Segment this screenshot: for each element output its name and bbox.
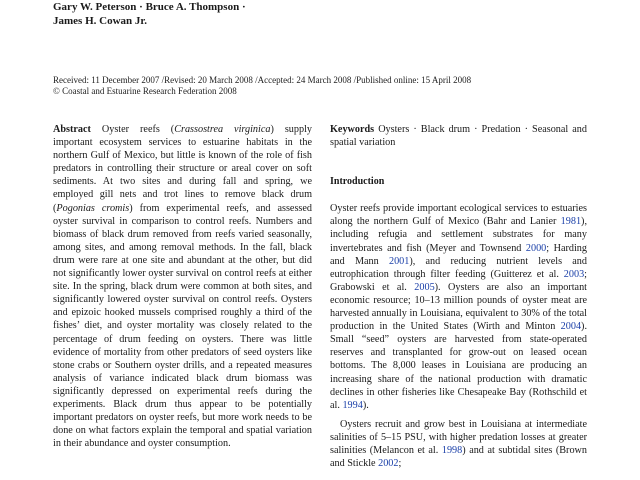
intro-text: ). Oysters are also an important economic resource; 10–13 million pounds of oyster meat are harvested annually in Louisiana, equivalent to 30% of the total production in the United States (Wirth and Minton [330, 281, 587, 333]
author-list [53, 0, 246, 28]
abstract-paragraph [53, 123, 312, 450]
species-name-2: Pogonias cromis [56, 202, 130, 214]
citation-link[interactable]: 2004 [560, 321, 582, 333]
intro-text: Oyster reefs provide important ecological services to estuaries along the northern Gulf of Mexico (Bahr and Lanier [330, 203, 587, 228]
introduction-heading: Introduction [330, 176, 385, 188]
citation-link[interactable]: 2001 [388, 255, 410, 267]
author-line-2: James H. Cowan Jr. [53, 15, 148, 27]
species-name-1: Crassostrea virginica [174, 124, 271, 135]
intro-text: ; Grabowski et al. [330, 268, 587, 293]
keywords-line [330, 123, 587, 149]
abstract-text-1: Oyster reefs ( [90, 124, 175, 135]
intro-text: ), and reducing nutrient levels and eutrophication through filter feeding (Guitterez et al. [330, 255, 587, 280]
right-column [330, 123, 587, 470]
keywords-text: Oysters · Black drum · Predation · Seasonal and spatial variation [330, 124, 587, 149]
intro-text: ), including refugia and settlement substrates for many invertebrates and fish (Meyer and Townsend [330, 216, 587, 254]
intro-text: ). [362, 399, 369, 411]
citation-link[interactable]: 1998 [441, 444, 463, 456]
received-line: Received: 11 December 2007 /Revised: 20 March 2008 /Accepted: 24 March 2008 /Published online: 15 April 2008 [53, 75, 472, 85]
intro-text: ). Small “seed” oysters are harvested from state-operated reserves and transplanted for grow-out on leased ocean bottoms. The 8,000 leases in Louisiana are producing an increasing share of the national production with dramatic declines in other fisheries like Chesapeake Bay (Rothschild et al. [330, 321, 587, 411]
citation-link[interactable]: 2002 [378, 458, 399, 470]
author-line-1: Gary W. Peterson · Bruce A. Thompson · [53, 1, 246, 13]
keywords-label: Keywords [330, 124, 375, 135]
intro-text: ) and at subtidal sites (Brown and Stickle [330, 444, 587, 470]
abstract-label: Abstract [53, 124, 91, 135]
intro-text: ; [398, 458, 402, 470]
intro-paragraph-1 [330, 202, 587, 412]
abstract-section [53, 123, 312, 450]
abstract-text-2: ) supply important ecosystem services to estuarine habitats in the northern Gulf of Mexico, but little is known of the role of fish predators in controlling their structure or areal cover on soft sediments. At two sites and during fall and spring, we employed gill nets and trot lines to remove black drum ( [53, 124, 312, 214]
citation-link[interactable]: 1981 [560, 216, 582, 228]
intro-paragraph-2 [330, 418, 587, 470]
intro-text: ; Harding and Mann [330, 242, 587, 267]
citation-link[interactable]: 1994 [342, 399, 363, 411]
citation-link[interactable]: 2003 [563, 268, 585, 280]
article-dates [53, 75, 471, 97]
intro-text: Oysters recruit and grow best in Louisiana at intermediate salinities of 5–15 PSU, with higher predation losses at greater salinities (Melancon et al. [330, 418, 587, 456]
copyright-line: © Coastal and Estuarine Research Federation 2008 [53, 86, 237, 96]
abstract-text-3: ) from experimental reefs, and assessed oyster survival in comparison to control reefs. Numbers and biomass of black drum removed from reefs varied seasonally, among sites, and among removal methods. In the fall, black drum were rare at one site and abundant at the other, but did not significantly lower oyster survival on control reefs at either site. In the spring, black drum were common at both sites, and significantly lowered oyster survival on control reefs. Oysters and epizoic hooked mussels comprised roughly a third of the fishes’ diet, and oyster mortality was closely related to the percentage of drum feeding on oysters. There was little evidence of mortality from other predators of seed oysters like stone crabs or Southern oyster drills, and a repeated measures analysis of variance indicated black drum biomass was significantly depressed on experimental reefs during the experiments. Black drum thus appear to be potentially important predators on oyster reefs, but more work needs to be done on what factors explain the temporal and spatial variation in their abundance and oyster consumption. [53, 202, 312, 450]
citation-link[interactable]: 2005 [414, 281, 435, 293]
citation-link[interactable]: 2000 [525, 242, 547, 254]
